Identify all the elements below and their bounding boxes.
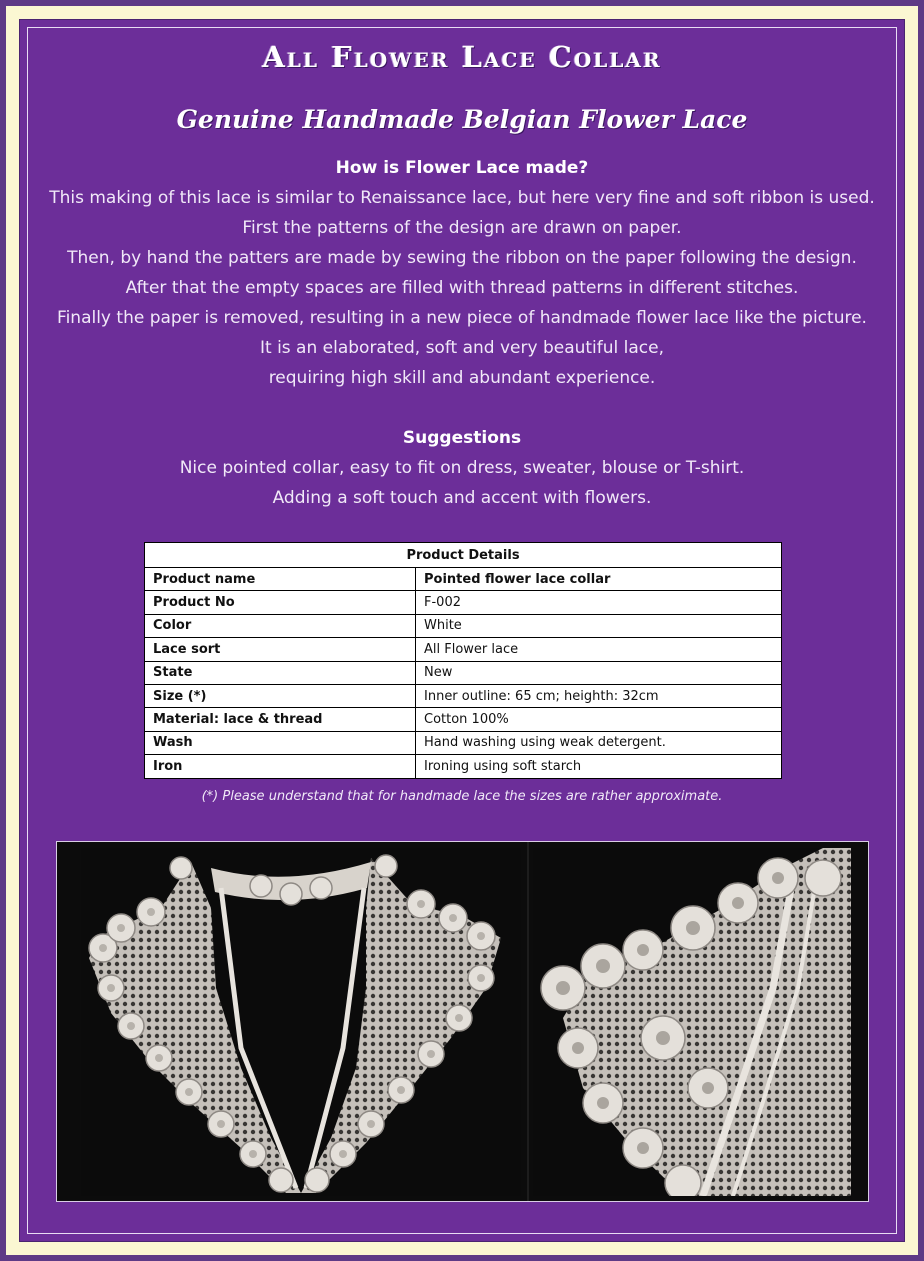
- detail-value: Ironing using soft starch: [416, 755, 782, 778]
- collar-front-photo: [81, 848, 521, 1196]
- intro-heading: How is Flower Lace made?: [335, 158, 589, 178]
- table-row: [145, 614, 782, 637]
- detail-value: F-002: [416, 591, 782, 614]
- detail-key: Product No: [145, 591, 416, 614]
- product-photos: [56, 841, 869, 1202]
- detail-value: Hand washing using weak detergent.: [416, 731, 782, 754]
- photo-divider: [527, 842, 529, 1201]
- table-row: [145, 661, 782, 684]
- detail-key: Product name: [145, 568, 416, 591]
- table-row: [145, 708, 782, 731]
- intro-line: It is an elaborated, soft and very beautiful lace,: [259, 338, 665, 358]
- intro-line: This making of this lace is similar to Renaissance lace, but here very fine and soft ribbon is used.: [49, 188, 875, 208]
- detail-value: Inner outline: 65 cm; heighth: 32cm: [416, 684, 782, 707]
- detail-key: Size (*): [145, 684, 416, 707]
- detail-value: Cotton 100%: [416, 708, 782, 731]
- intro-line: Then, by hand the patters are made by sewing the ribbon on the paper following the design.: [67, 248, 857, 268]
- suggestions-heading: Suggestions: [402, 428, 522, 448]
- intro-line: requiring high skill and abundant experience.: [268, 368, 656, 388]
- detail-key: Wash: [145, 731, 416, 754]
- table-row: [145, 638, 782, 661]
- table-header-row: [145, 543, 782, 568]
- detail-key: Lace sort: [145, 638, 416, 661]
- table-row: [145, 591, 782, 614]
- page-subtitle: Genuine Handmade Belgian Flower Lace: [176, 105, 748, 134]
- detail-key: Material: lace & thread: [145, 708, 416, 731]
- detail-value: Pointed flower lace collar: [416, 568, 782, 591]
- detail-key: Iron: [145, 755, 416, 778]
- table-row: [145, 568, 782, 591]
- detail-key: Color: [145, 614, 416, 637]
- intro-line: After that the empty spaces are filled with thread patterns in different stitches.: [125, 278, 799, 298]
- detail-value: White: [416, 614, 782, 637]
- intro-line: First the patterns of the design are drawn on paper.: [242, 218, 682, 238]
- collar-detail-photo: [533, 848, 851, 1196]
- size-note: (*) Please understand that for handmade lace the sizes are rather approximate.: [201, 789, 723, 804]
- table-row: [145, 684, 782, 707]
- product-details-table: [144, 542, 782, 779]
- detail-value: All Flower lace: [416, 638, 782, 661]
- page-title: All Flower Lace Collar: [262, 40, 662, 74]
- suggestion-line: Adding a soft touch and accent with flowers.: [272, 488, 652, 508]
- table-header: Product Details: [145, 543, 782, 568]
- detail-key: State: [145, 661, 416, 684]
- table-row: [145, 731, 782, 754]
- suggestion-line: Nice pointed collar, easy to fit on dress, sweater, blouse or T-shirt.: [179, 458, 745, 478]
- detail-value: New: [416, 661, 782, 684]
- intro-line: Finally the paper is removed, resulting in a new piece of handmade flower lace like the picture.: [57, 308, 867, 328]
- table-row: [145, 755, 782, 778]
